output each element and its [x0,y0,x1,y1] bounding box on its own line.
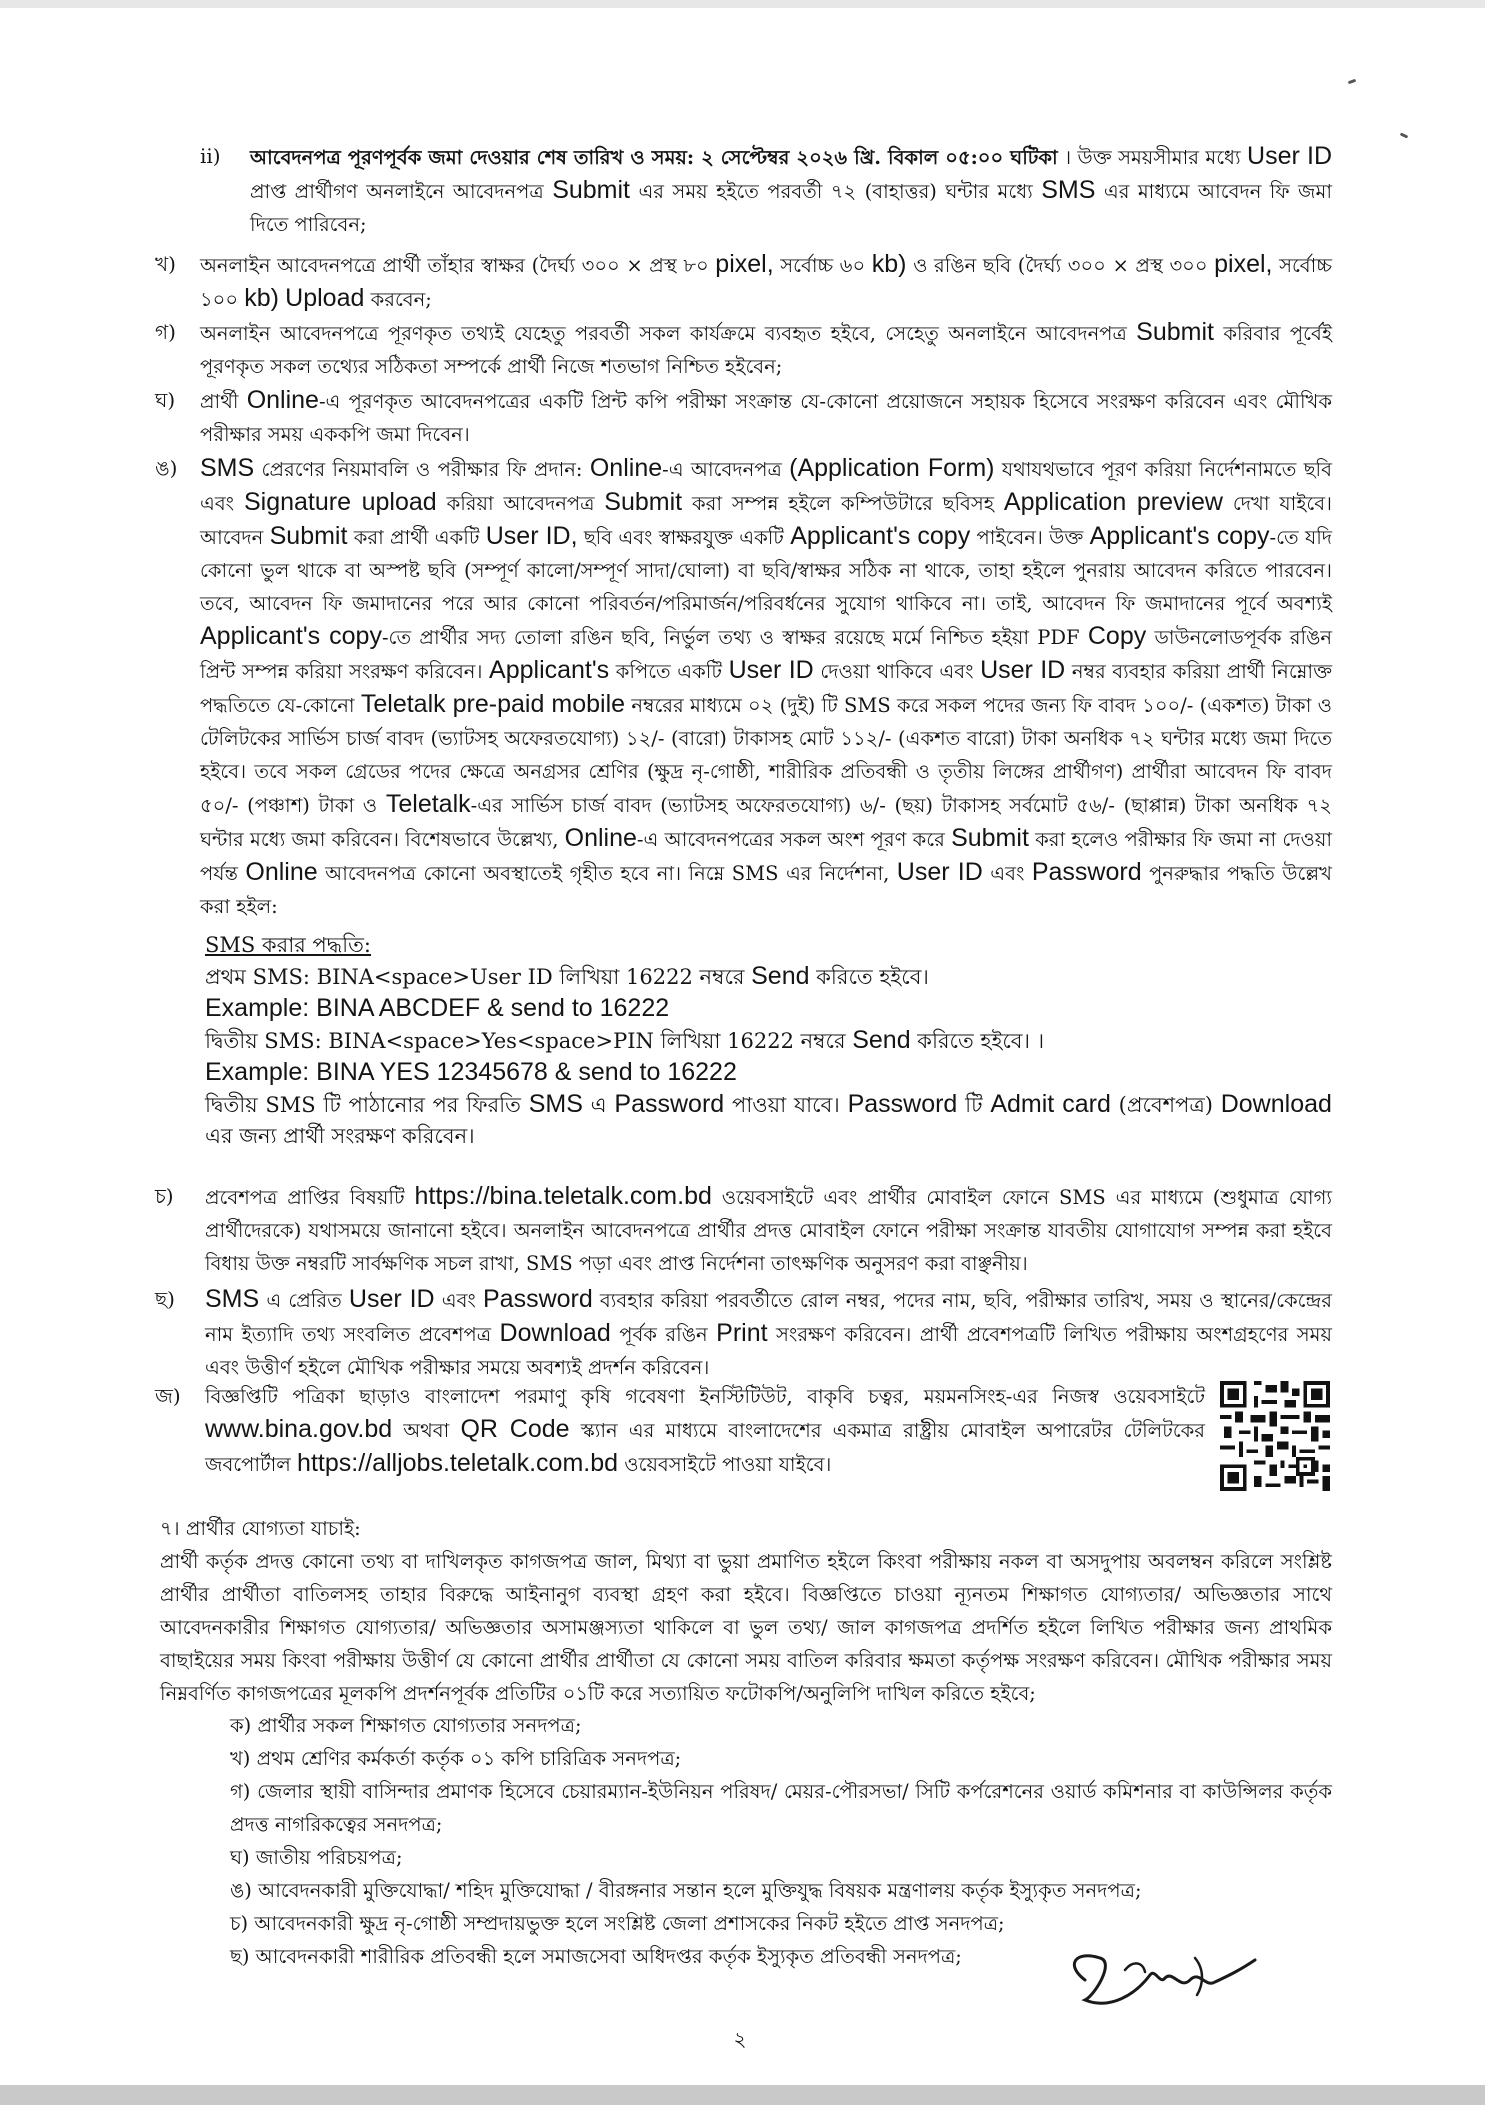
latin-term: SMS [205,1285,260,1313]
text: করা প্রার্থী একটি [353,526,480,549]
item-ja-paragraph [205,1380,1205,1481]
text: প্রবেশপত্র প্রাপ্তির বিষয়টি [205,1186,405,1209]
alljobs-website-link[interactable]: https://alljobs.teletalk.com.bd [297,1449,619,1477]
latin-term: Submit [1136,318,1214,346]
signature [1055,1940,1265,2020]
latin-term: User ID [728,656,814,684]
latin-term: Signature upload [243,488,437,516]
text: টি [965,1093,983,1117]
text: যথাযথভাবে পূরণ করিয়া নির্দেশনামতে ছবি এবং [200,458,1332,515]
text: পুনরুদ্ধার পদ্ধতি উল্লেখ করা হইল: [200,862,1332,918]
section-7 [160,1512,1332,1710]
latin-term: SMS [1041,176,1096,204]
item-cha-paragraph [205,1180,1332,1280]
latin-term: Password [482,1285,593,1313]
latin-term: Applicant's copy [200,622,382,650]
text: । উক্ত সময়সীমার মধ্যে [1064,146,1241,169]
admit-website-link[interactable]: https://bina.teletalk.com.bd [414,1182,712,1210]
text: ওয়েবসাইটে পাওয়া যাইবে। [624,1453,832,1476]
latin-term: Submit [269,522,348,550]
latin-term: User ID, [485,522,578,550]
list-item: ছ) আবেদনকারী শারীরিক প্রতিবন্ধী হলে সমাজসেবা অধিদপ্তর কর্তৃক ইস্যুকৃত প্রতিবন্ধী সনদপত্র; [230,1945,962,1968]
text: করিয়া আবেদনপত্র [446,492,595,515]
latin-term: pixel, [715,250,774,278]
item-label: গ) [155,320,176,344]
latin-term: User ID [348,1285,435,1313]
text: এর সময় হইতে পরবর্তী ৭২ (বাহাত্তর) ঘন্টার মধ্যে [638,180,1033,203]
text: এবং [441,1289,476,1312]
text: সংরক্ষণ করিবেন। প্রার্থী প্রবেশপত্রটি লিখিত পরীক্ষায় অংশগ্রহণের সময় এবং উত্তীর্ণ হইলে মৌখিক পরীক্ষার সময়ে অবশ্যই প্রদর্শন করিবেন। [205,1323,1333,1379]
text: -এ পূরণকৃত আবেদনপত্রের একটি প্রিন্ট কপি পরীক্ষা সংক্রান্ত যে-কোনো প্রয়োজনে সহায়ক হিসেবে সংরক্ষণ করিবেন এবং মৌখিক পরীক্ষার সময় এককপি জমা দিবেন। [200,390,1332,446]
list-item: গ) জেলার স্থায়ী বাসিন্দার প্রমাণক হিসেবে চেয়ারম্যান-ইউনিয়ন পরিষদ/ মেয়র-পৌরসভা/ সিটি কর্পরেশনের ওয়ার্ড কমিশনার বা কাউন্সিলর কর্তৃক প্রদত্ত নাগরিকত্বের সনদপত্র; [230,1780,1332,1836]
section-7-body: প্রার্থী কর্তৃক প্রদত্ত কোনো তথ্য বা দাখিলকৃত কাগজপত্র জাল, মিথ্যা বা ভুয়া প্রমাণিত হইলে কিংবা পরীক্ষায় নকল বা অসদুপায় অবলম্বন করিলে সংশ্লিষ্ট প্রার্থীর প্রার্থীতা বাতিলসহ তাহার বিরুদ্ধে আইনানুগ ব্যবস্থা গ্রহণ করা হইবে। বিজ্ঞপ্তিতে চাওয়া ন্যূনতম শিক্ষাগত যোগ্যতার/ অভিজ্ঞতার সাথে আবেদনকারীর শিক্ষাগত যোগ্যতার/ অভিজ্ঞতার অসামঞ্জস্যতা থাকিলে বা ভুল তথ্য/ জাল কাগজপত্র প্রদর্শিত হইলে লিখিত পরীক্ষার জন্য প্রাথমিক বাছাইয়ের সময় কিংবা পরীক্ষায় উত্তীর্ণ যে কোনো প্রার্থীর প্রার্থীতা যে কোনো সময় বাতিল করিবার ক্ষমতা কর্তৃপক্ষ সংরক্ষণ করিবেন। মৌখিক পরীক্ষার সময় নিম্নবর্ণিত কাগজপত্রের মূলকপি প্রদর্শনপূর্বক প্রতিটির ০১টি করে সত্যায়িত ফটোকপি/অনুলিপি দাখিল করিতে হইবে; [160,1550,1332,1705]
latin-term: Applicant's copy [1089,522,1270,550]
item-ga-paragraph [200,316,1332,383]
text: সর্বোচ্চ ১০০ [200,254,1332,311]
latin-term: Upload [285,284,365,312]
text: ডাউনলোডপূর্বক রঙিন প্রিন্ট সম্পন্ন করিয়া সংরক্ষণ করিবেন। [200,626,1333,683]
item-label: ছ) [155,1287,175,1311]
latin-term: SMS [200,454,255,482]
latin-term: Password [1031,858,1142,886]
text: ওয়েবসাইটে এবং প্রার্থীর মোবাইল ফোনে SMS এর মাধ্যমে (শুধুমাত্র যোগ্য প্রার্থীদেরকে) যথাসময়ে জানানো হইবে। অনলাইন আবেদনপত্রে প্রার্থীর প্রদত্ত মোবাইল ফোনে পরীক্ষা সংক্রান্ত যাবতীয় যোগাযোগ সম্পন্ন করা হইবে বিধায় উক্ত নম্বরটি সার্বক্ষণিক সচল রাখা, SMS পড়া এবং প্রাপ্ত নির্দেশনা তাৎক্ষণিক অনুসরণ করা বাঞ্ছনীয়। [205,1186,1332,1275]
latin-term: pixel, [1214,250,1273,278]
item-label: ঙ) [155,456,178,480]
text: দ্বিতীয় SMS: BINA<space>Yes<space>PIN [205,1029,654,1053]
document-list [230,1709,1332,1973]
latin-term: Online [245,858,318,886]
text: বিজ্ঞপ্তিটি পত্রিকা ছাড়াও বাংলাদেশ পরমাণু কৃষি গবেষণা ইনস্টিটিউট, বাকৃবি চত্বর, ময়মনসিংহ-এর নিজস্ব ওয়েবসাইটে [205,1385,1205,1408]
item-kha-paragraph [200,248,1332,316]
sms-method-heading: SMS করার পদ্ধতি: [205,933,372,957]
first-sms-line [205,961,1332,993]
text: কপিতে একটি [615,660,722,683]
example-line [205,993,1332,1025]
latin-term: Submit [951,824,1029,852]
latin-term: Send [852,1026,911,1054]
latin-term: Applicant's copy [790,522,971,550]
latin-term: Online [246,386,319,414]
text: করা হলেও পরীক্ষার ফি জমা না দেওয়া পর্যন্ত [200,828,1333,885]
text: আবেদনপত্র কোনো অবস্থাতেই গৃহীত হবে না। নিম্নে SMS এর নির্দেশনা, [325,862,890,885]
password-note [205,1089,1332,1152]
latin-term: Teletalk [385,790,471,818]
item-chha-paragraph [205,1283,1332,1384]
latin-term: Download [1220,1090,1332,1118]
text: অথবা [403,1419,450,1442]
example-line [205,1057,1332,1089]
text: এর জন্য প্রার্থী সংরক্ষণ করিবেন। [205,1124,475,1148]
text: করিতে হইবে। [816,965,929,989]
text: দেখা যাইবে। আবেদন [200,492,1333,549]
latin-term: Online [589,454,663,482]
latin-term: SMS [528,1090,583,1118]
text: সর্বোচ্চ ৬০ [780,254,866,277]
sms-method-block [205,930,1332,1152]
latin-term: Print [716,1319,768,1347]
latin-term: kb) [244,284,279,312]
text: করিতে হইবে। । [917,1029,1045,1053]
text: এর মাধ্যমে আবেদন ফি জমা দিতে পারিবেন; [250,180,1332,236]
item-umo-paragraph [200,452,1332,923]
latin-term: Copy [1087,622,1147,650]
section-7-heading: ৭। প্রার্থীর যোগ্যতা যাচাই: [160,1517,361,1540]
scan-mark [1400,132,1409,138]
list-item: ক) প্রার্থীর সকল শিক্ষাগত যোগ্যতার সনদপত্র; [230,1714,582,1737]
item-label: জ) [155,1384,181,1408]
text: প্রেরণের নিয়মাবলি ও পরীক্ষার ফি প্রদান: [261,458,583,481]
item-label: খ) [155,252,176,276]
latin-term: User ID [896,858,983,886]
text: -তে প্রার্থীর সদ্য তোলা রঙিন ছবি, নির্ভুল তথ্য ও স্বাক্ষর রয়েছে মর্মে নিশ্চিত হইয়া PDF [381,626,1080,649]
latin-term: Submit [604,488,683,516]
text: এ প্রেরিত [266,1289,342,1312]
text: ছবি এবং স্বাক্ষরযুক্ত একটি [583,526,784,549]
text: করা সম্পন্ন হইলে কম্পিউটারে ছবিসহ [691,492,995,515]
text: এবং [990,862,1025,885]
text: (প্রবেশপত্র) [1118,1093,1213,1117]
list-item: ঙ) আবেদনকারী মুক্তিযোদ্ধা/ শহিদ মুক্তিযোদ্ধা / বীরঙ্গনার সন্তান হলে মুক্তিযুদ্ধ বিষয়ক মন্ত্রণালয় কর্তৃক ইস্যুকৃত সনদপত্র; [230,1879,1142,1902]
text: লিখিয়া 16222 নম্বরে [559,965,745,989]
latin-term: Online [564,824,637,852]
list-item: চ) আবেদনকারী ক্ষুদ্র নৃ-গোষ্ঠী সম্প্রদায়ভুক্ত হলে সংশ্লিষ্ট জেলা প্রশাসকের নিকট হইতে প্রাপ্ত সনদপত্র; [230,1912,1005,1935]
list-item: খ) প্রথম শ্রেণির কর্মকর্তা কর্তৃক ০১ কপি চারিত্রিক সনদপত্র; [230,1747,682,1770]
text: করবেন; [370,288,432,311]
latin-term: User ID [980,656,1066,684]
deadline-text: আবেদনপত্র পূরণপূর্বক জমা দেওয়ার শেষ তারিখ ও সময়: ২ সেপ্টেম্বর ২০২৬ খ্রি. বিকাল ০৫:০০ ঘটিকা [250,146,1058,169]
text: -তে যদি কোনো ভুল থাকে বা অস্পষ্ট ছবি (সম্পূর্ণ কালো/সম্পূর্ণ সাদা/ঘোলা) বা ছবি/স্বাক্ষর সঠিক না থাকে, তাহা হইলে পুনরায় আবেদন করিতে পারবেন। তবে, আবেদন ফি জমাদানের পরে আর কোনো পরিবর্তন/পরিমার্জন/পরিবর্ধনের সুযোগ থাকিবে না। তাই, আবেদন ফি জমাদানের পূর্বে অবশ্যই [200,526,1333,615]
second-sms-line [205,1025,1332,1057]
item-ii-paragraph [250,140,1332,241]
text: প্রথম SMS: BINA<space>User ID [205,965,553,989]
text: পাওয়া যাবে। [731,1093,840,1117]
text: -এর সার্ভিস চার্জ বাবদ (ভ্যাটসহ অফেরতযোগ্য) ৬/- (ছয়) টাকাসহ সর্বমোট ৫৬/- (ছাপ্পান্ন) টাকা অনধিক ৭২ ঘন্টার মধ্যে জমা করিবেন। বিশেষভাবে উল্লেখ্য, [200,794,1332,851]
text: লিখিয়া 16222 নম্বরে [660,1029,846,1053]
item-gha-paragraph [200,384,1332,451]
latin-term: Teletalk pre-paid mobile [360,690,626,718]
example-text: Example: BINA YES 12345678 & send to 16222 [205,1058,737,1086]
text: ও রঙিন ছবি (দৈর্ঘ্য ৩০০ × প্রস্থ ৩০০ [913,254,1208,277]
latin-term: Download [499,1319,611,1347]
text: প্রাপ্ত প্রার্থীগণ অনলাইনে আবেদনপত্র [250,180,544,203]
text: পাইবেন। উক্ত [976,526,1084,549]
item-label: চ) [155,1184,174,1208]
item-label: ii) [200,144,221,168]
text: পূর্বক রঙিন [619,1323,708,1346]
latin-term: Application preview [1003,488,1223,516]
bina-website-link[interactable]: www.bina.gov.bd [205,1415,393,1443]
text: নম্বরের মাধ্যমে ০২ (দুই) টি SMS করে সকল পদের জন্য ফি বাবদ ১০০/- (একশত) টাকা ও টেলিটকের সার্ভিস চার্জ বাবদ (ভ্যাটসহ অফেরতযোগ্য) ১২/- (বারো) টাকাসহ মোট ১১২/- (একশত বারো) টাকা অনধিক ৭২ ঘন্টার মধ্যে জমা দিতে হইবে। তবে সকল গ্রেডের পদের ক্ষেত্রে অনগ্রসর শ্রেণির (ক্ষুদ্র নৃ-গোষ্ঠী, শারীরিক প্রতিবন্ধী ও তৃতীয় লিঙ্গের প্রার্থীগণ) প্রার্থীরা আবেদন ফি বাবদ ৫০/- (পঞ্চাশ) টাকা ও [200,694,1332,817]
text: প্রার্থী [200,390,239,413]
item-label: ঘ) [155,388,176,412]
text: করিবার পূর্বেই পূরণকৃত সকল তথ্যের সঠিকতা সম্পর্কে প্রার্থী নিজে শতভাগ নিশ্চিত হইবেন; [200,322,1332,378]
latin-term: Submit [552,176,630,204]
scan-top-edge [0,0,1485,8]
qr-code[interactable] [1220,1380,1330,1492]
latin-term: QR Code [460,1415,570,1443]
latin-term: Password [847,1090,958,1118]
latin-term: Password [614,1090,725,1118]
text: দেওয়া থাকিবে এবং [820,660,974,683]
text: অনলাইন আবেদনপত্রে প্রার্থী তাঁহার স্বাক্ষর (দৈর্ঘ্য ৩০০ × প্রস্থ ৮০ [200,254,709,277]
example-text: Example: BINA ABCDEF & send to 16222 [205,994,670,1022]
text: অনলাইন আবেদনপত্রে পূরণকৃত তথ্যই যেহেতু পরবর্তী সকল কার্যক্রমে ব্যবহৃত হইবে, সেহেতু অনলাইনে আবেদনপত্র [200,322,1127,345]
text: -এ আবেদনপত্রের সকল অংশ পূরণ করে [636,828,945,851]
text: স্ক্যান এর মাধ্যমে বাংলাদেশের একমাত্র রাষ্ট্রীয় মোবাইল অপারেটর টেলিটকের জবপোর্টাল [205,1419,1206,1476]
latin-term: (Application Form) [789,454,995,482]
text: নম্বর ব্যবহার করিয়া প্রার্থী নিম্নোক্ত পদ্ধতিতে যে-কোনো [200,660,1333,717]
latin-term: Send [751,962,810,990]
list-item: ঘ) জাতীয় পরিচয়পত্র; [230,1846,403,1869]
page-number: ২ [733,2027,747,2051]
scan-bottom-edge [0,2085,1485,2105]
latin-term: kb) [871,250,907,278]
scan-mark [1348,79,1357,85]
latin-term: User ID [1247,142,1332,170]
text: এ [590,1093,607,1117]
text: -এ আবেদনপত্র [662,458,782,481]
text: দ্বিতীয় SMS টি পাঠানোর পর ফিরতি [205,1093,521,1117]
latin-term: Applicant's [489,656,610,684]
text: ব্যবহার করিয়া পরবর্তীতে রোল নম্বর, পদের নাম, ছবি, পরীক্ষার তারিখ, সময় ও স্থানের/কেন্দ্রের নাম ইত্যাদি তথ্য সংবলিত প্রবেশপত্র [205,1289,1333,1346]
latin-term: Admit card [990,1090,1111,1118]
